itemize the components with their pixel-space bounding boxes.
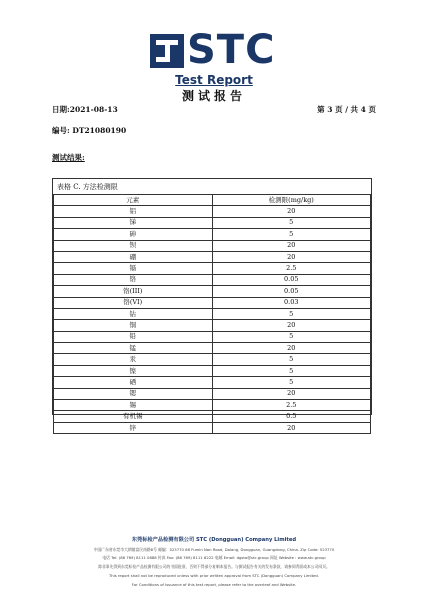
footer-company: 东莞标检产品检测有限公司 STC (Dongguan) Company Limited bbox=[131, 537, 297, 543]
limit-cell: 5 bbox=[212, 217, 371, 228]
table-row bbox=[54, 229, 371, 240]
element-cell: 铝 bbox=[54, 206, 213, 217]
limit-cell: 2.5 bbox=[212, 263, 371, 274]
limit-cell: 5 bbox=[212, 308, 371, 319]
table-row bbox=[54, 297, 371, 308]
element-cell: 镍 bbox=[54, 365, 213, 376]
page-number: 第 3 页 / 共 4 页 bbox=[317, 105, 376, 114]
table-row bbox=[54, 286, 371, 297]
limit-cell: 2.5 bbox=[212, 400, 371, 411]
element-cell: 铬 bbox=[54, 274, 213, 285]
header-element: 元素 bbox=[54, 195, 213, 206]
detection-limit-table-box bbox=[52, 178, 372, 432]
table-row bbox=[54, 320, 371, 331]
stc-logo-icon bbox=[150, 34, 184, 68]
table-header-row bbox=[54, 195, 371, 206]
element-cell: 有机锡 bbox=[54, 411, 213, 422]
table-row bbox=[54, 263, 371, 274]
table-row bbox=[54, 377, 371, 388]
limit-cell: 20 bbox=[212, 251, 371, 262]
limit-cell: 20 bbox=[212, 320, 371, 331]
element-cell: 硒 bbox=[54, 377, 213, 388]
element-cell: 钴 bbox=[54, 308, 213, 319]
element-cell: 铬(III) bbox=[54, 286, 213, 297]
section-heading: 测试结果: bbox=[52, 153, 85, 162]
table-row bbox=[54, 422, 371, 433]
table-row bbox=[54, 331, 371, 342]
footer-notice-cn: 除非事先得到东莞标检产品检测有限公司的书面批准，否则不得部分复制本报告。与测试报告有关的发布条款，请参阅背面或本公司网页。 bbox=[98, 564, 330, 569]
limit-cell: 20 bbox=[212, 206, 371, 217]
element-cell: 硼 bbox=[54, 251, 213, 262]
table-row bbox=[54, 217, 371, 228]
limit-cell: 0.5 bbox=[212, 411, 371, 422]
element-cell: 镉 bbox=[54, 263, 213, 274]
table-row bbox=[54, 388, 371, 399]
element-cell: 锌 bbox=[54, 422, 213, 433]
table-row bbox=[54, 343, 371, 354]
footer-address: 中国广东省东莞市大朗镇富民南路8号 邮编：523770 68 Fumin Nan Road, Dalang, Dongguan, Guangdong, China. Zip Code: 523770 bbox=[93, 547, 335, 552]
footer-notice-en: This report shall not be reproduced unless with prior written approval from STC (Dongguan) Company Limited. bbox=[108, 573, 320, 578]
element-cell: 钡 bbox=[54, 240, 213, 251]
limit-cell: 5 bbox=[212, 365, 371, 376]
element-cell: 锶 bbox=[54, 388, 213, 399]
element-cell: 铅 bbox=[54, 331, 213, 342]
footer-contact: 电话 Tel: (86 769) 8111 0888 传真 Fax: (86 769) 8111 6222 电邮 Email: dgsto@stc.group 网址 Website : www.stc.group bbox=[102, 555, 326, 560]
detection-limit-table bbox=[53, 194, 371, 434]
limit-cell: 5 bbox=[212, 377, 371, 388]
limit-cell: 5 bbox=[212, 229, 371, 240]
element-cell: 铜 bbox=[54, 320, 213, 331]
table-row bbox=[54, 411, 371, 422]
limit-cell: 20 bbox=[212, 343, 371, 354]
table-row bbox=[54, 400, 371, 411]
table-caption: 表格 C. 方法检测限 bbox=[57, 183, 118, 191]
limit-cell: 0.05 bbox=[212, 286, 371, 297]
limit-cell: 5 bbox=[212, 331, 371, 342]
limit-cell: 20 bbox=[212, 388, 371, 399]
logo-text: STC bbox=[187, 27, 276, 73]
table-row bbox=[54, 308, 371, 319]
element-cell: 锑 bbox=[54, 217, 213, 228]
footer-conditions: For Conditions of Issuance of this test report, please refer to the overleaf and Website. bbox=[131, 582, 297, 587]
limit-cell: 5 bbox=[212, 354, 371, 365]
limit-cell: 20 bbox=[212, 422, 371, 433]
report-title-en: Test Report bbox=[175, 73, 253, 87]
report-date: 日期:2021-08-13 bbox=[52, 105, 118, 114]
element-cell: 锰 bbox=[54, 343, 213, 354]
table-row bbox=[54, 206, 371, 217]
limit-cell: 20 bbox=[212, 240, 371, 251]
table-row bbox=[54, 274, 371, 285]
stc-logo bbox=[150, 27, 280, 74]
element-cell: 锡 bbox=[54, 400, 213, 411]
limit-cell: 0.05 bbox=[212, 274, 371, 285]
limit-cell: 0.03 bbox=[212, 297, 371, 308]
table-row bbox=[54, 251, 371, 262]
table-row bbox=[54, 240, 371, 251]
report-title-cn: 测试报告 bbox=[181, 89, 246, 103]
element-cell: 汞 bbox=[54, 354, 213, 365]
table-row bbox=[54, 365, 371, 376]
element-cell: 铬(VI) bbox=[54, 297, 213, 308]
element-cell: 砷 bbox=[54, 229, 213, 240]
report-number: 编号: DT21080190 bbox=[52, 126, 127, 135]
table-row bbox=[54, 354, 371, 365]
header-limit: 检测限(mg/kg) bbox=[212, 195, 371, 206]
